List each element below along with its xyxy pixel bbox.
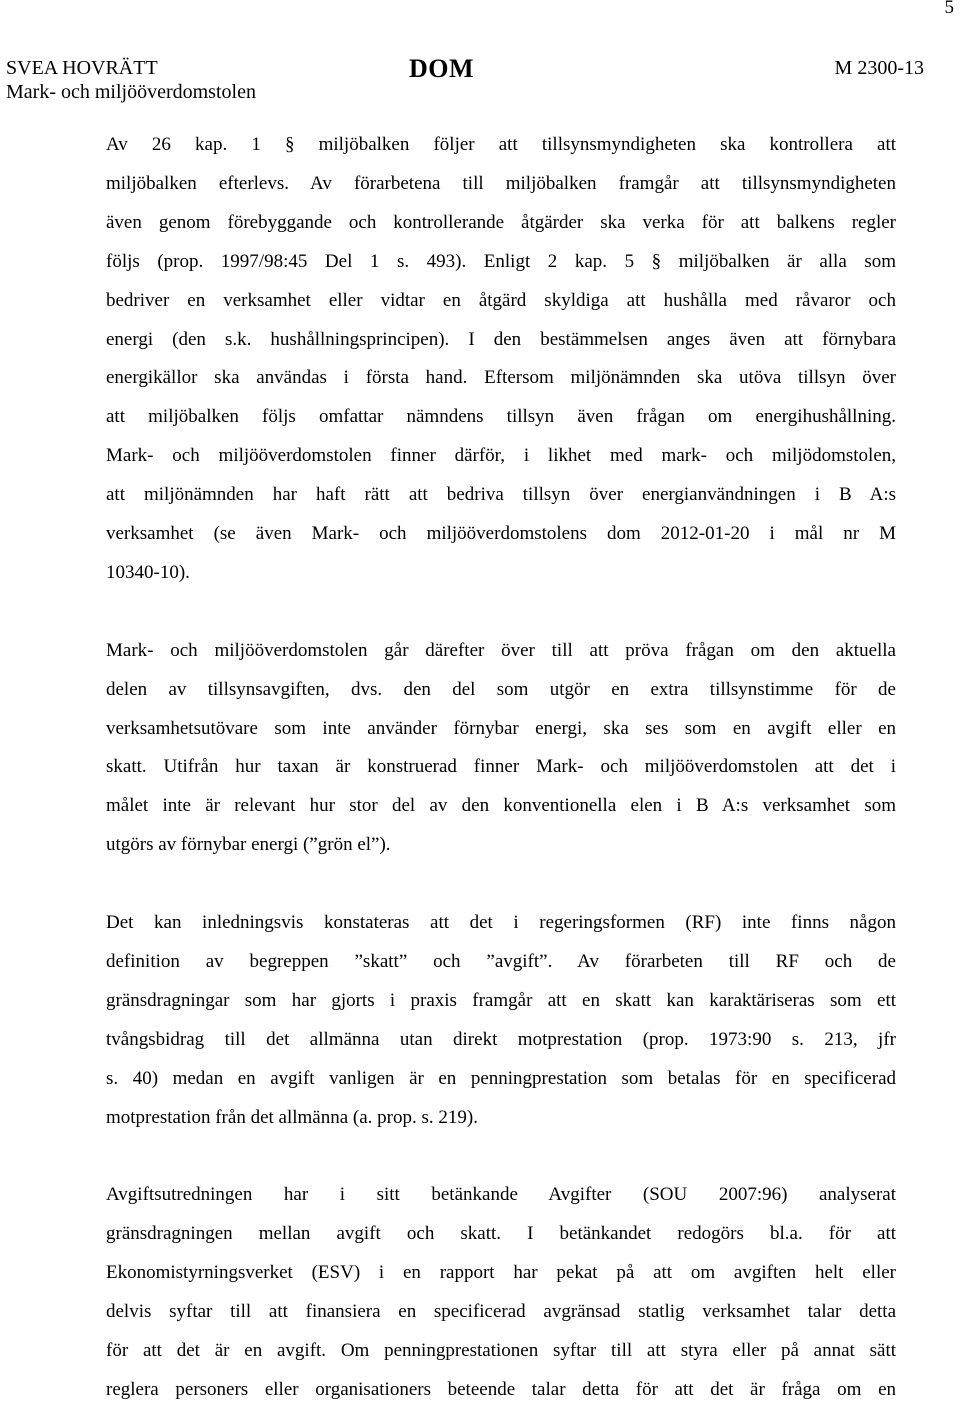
text-line: bedriver en verksamhet eller vidtar en åtgärd skyldiga att hushålla med råvaror och: [106, 289, 896, 311]
text-line: energi (den s.k. hushållningsprincipen). I den bestämmelsen anges även att förnybara: [106, 328, 896, 350]
text-line: för att det är en avgift. Om penningprestationen syftar till att styra eller på annat sätt: [106, 1340, 896, 1362]
paragraph-definitions: [106, 904, 896, 1137]
text-line: verksamhetsutövare som inte använder förnybar energi, ska ses som en avgift eller en: [106, 717, 896, 739]
court-name: SVEA HOVRÄTT: [6, 57, 158, 79]
text-line: miljöbalken efterlevs. Av förarbetena till miljöbalken framgår att tillsynsmyndigheten: [106, 172, 896, 194]
text-line: även genom förebyggande och kontrollerande åtgärder ska verka för att balkens regler: [106, 211, 896, 233]
text-line: reglera personers eller organisationers beteende talar detta för att det är fråga om en: [106, 1378, 896, 1400]
text-line: skatt. Utifrån hur taxan är konstruerad finner Mark- och miljööverdomstolen att det i: [106, 756, 896, 778]
text-line: energikällor ska användas i första hand. Eftersom miljönämnden ska utöva tillsyn över: [106, 367, 896, 389]
text-line: Mark- och miljööverdomstolen finner därför, i likhet med mark- och miljödomstolen,: [106, 445, 896, 467]
text-line: utgörs av förnybar energi (”grön el”).: [106, 834, 391, 856]
text-line: följs (prop. 1997/98:45 Del 1 s. 493). Enligt 2 kap. 5 § miljöbalken är alla som: [106, 250, 896, 272]
text-line: definition av begreppen ”skatt” och ”avgift”. Av förarbeten till RF och de: [106, 951, 896, 972]
document-type: DOM: [409, 54, 475, 83]
page-number: 5: [944, 0, 954, 18]
document-body: [106, 126, 896, 1410]
text-line: gränsdragningar som har gjorts i praxis framgår att en skatt kan karaktäriseras som ett: [106, 989, 896, 1011]
case-number: M 2300-13: [834, 57, 924, 79]
text-line: Avgiftsutredningen har i sitt betänkande Avgifter (SOU 2007:96) analyserat: [106, 1184, 896, 1206]
court-division: Mark- och miljööverdomstolen: [6, 81, 256, 103]
text-line: tvångsbidrag till det allmänna utan direkt motprestation (prop. 1973:90 s. 213, jfr: [106, 1028, 896, 1050]
text-line: s. 40) medan en avgift vanligen är en penningprestation som betalas för en specificerad: [106, 1067, 896, 1089]
document-header-left: [6, 56, 256, 104]
text-line: målet inte är relevant hur stor del av den konventionella elen i B A:s verksamhet som: [106, 795, 896, 817]
text-line: Av 26 kap. 1 § miljöbalken följer att tillsynsmyndigheten ska kontrollera att: [106, 134, 896, 155]
text-line: 10340-10).: [106, 561, 190, 583]
text-line: gränsdragningen mellan avgift och skatt. I betänkandet redogörs bl.a. för att: [106, 1223, 896, 1245]
text-line: delen av tillsynsavgiften, dvs. den del som utgör en extra tillsynstimme för de: [106, 678, 896, 700]
text-line: Mark- och miljööverdomstolen går därefter över till att pröva frågan om den aktuella: [106, 639, 896, 661]
paragraph-fee-inquiry: [106, 1176, 896, 1409]
paragraph-fee-or-tax: [106, 632, 896, 865]
text-line: verksamhet (se även Mark- och miljööverdomstolens dom 2012-01-20 i mål nr M: [106, 523, 896, 545]
paragraph-supervision: [106, 126, 896, 593]
text-line: Det kan inledningsvis konstateras att det i regeringsformen (RF) inte finns någon: [106, 912, 896, 934]
text-line: delvis syftar till att finansiera en specificerad avgränsad statlig verksamhet talar detta: [106, 1301, 896, 1323]
text-line: att miljönämnden har haft rätt att bedriva tillsyn över energianvändningen i B A:s: [106, 484, 896, 506]
text-line: motprestation från det allmänna (a. prop. s. 219).: [106, 1106, 478, 1128]
text-line: Ekonomistyrningsverket (ESV) i en rapport har pekat på att om avgiften helt eller: [106, 1262, 896, 1284]
text-line: att miljöbalken följs omfattar nämndens tillsyn även frågan om energihushållning.: [106, 406, 896, 428]
